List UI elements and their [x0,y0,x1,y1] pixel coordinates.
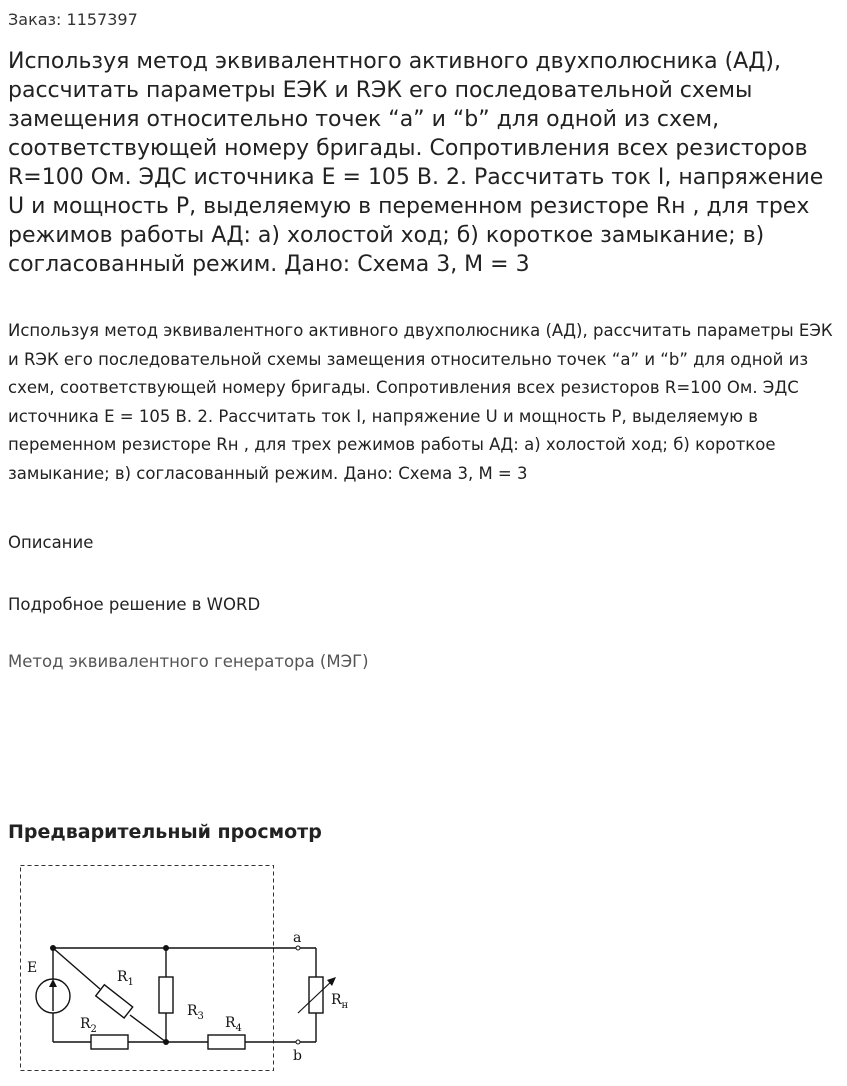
label-r4: $R_4$ [225,1015,242,1034]
description-value: Подробное решение в WORD [8,595,261,614]
label-r2: $R_2$ [80,1016,97,1035]
label-r3: $R_3$ [187,1003,204,1022]
resistor-r4 [208,1035,245,1049]
page-title: Используя метод эквивалентного активного двухполюсника (АД), рассчитать параметры ЕЭК и RЭК его последовательной схемы замещения относительно точек “a” и “b” для одной из схем, соответствующей номеру бригады. Сопротивления всех резисторов R=100 Ом. ЭДС источника E = 105 В. 2. Рассчитать ток I, напряжение U и мощность P, выделяемую в переменном резисторе Rн , для трех режимов работы АД: а) холостой ход; б) короткое замыкание; в) согласованный режим. Дано: Схема 3, M = 3 [8,49,824,277]
resistor-r2 [91,1035,128,1049]
wire [130,1015,166,1042]
resistor-r3 [159,977,173,1013]
node-dot [163,945,169,951]
label-a: a [293,930,302,946]
description-label: Описание [8,533,94,552]
node-dot [50,945,56,951]
terminal-a [296,946,300,950]
label-b: b [293,1048,302,1064]
preview-image [0,855,400,1086]
voltage-source [36,979,70,1013]
circuit-diagram [0,855,400,1086]
preview-heading: Предварительный просмотр [8,821,322,843]
terminal-b [296,1040,300,1044]
label-rn: $R_н$ [331,992,349,1011]
category-link[interactable]: Метод эквивалентного генератора (МЭГ) [8,652,369,671]
order-number: Заказ: 1157397 [8,10,138,29]
label-r1: $R_1$ [117,969,134,988]
resistor-r1 [96,985,133,1018]
node-dot [163,1039,169,1045]
label-e: E [27,960,38,976]
task-text: Используя метод эквивалентного активного двухполюсника (АД), рассчитать параметры ЕЭК и RЭК его последовательной схемы замещения относительно точек “a” и “b” для одной из схем, соответствующей номеру бригады. Сопротивления всех резисторов R=100 Ом. ЭДС источника E = 105 В. 2. Рассчитать ток I, напряжение U и мощность P, выделяемую в переменном резисторе Rн , для трех режимов работы АД: а) холостой ход; б) короткое замыкание; в) согласованный режим. Дано: Схема 3, M = 3 [8,321,833,483]
